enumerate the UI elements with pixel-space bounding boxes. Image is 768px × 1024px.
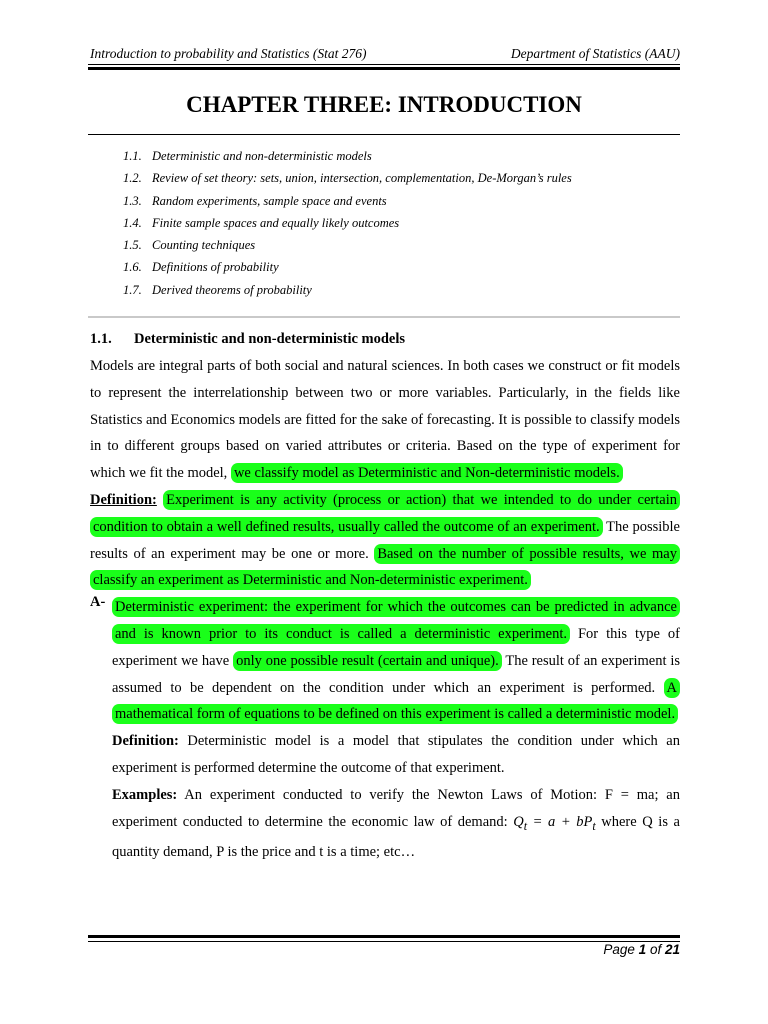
toc-item <box>123 212 572 234</box>
toc-item <box>123 256 572 278</box>
item-label: A- <box>90 594 106 611</box>
toc-text: Finite sample spaces and equally likely outcomes <box>152 215 400 230</box>
definition-label: Definition: <box>90 491 157 508</box>
intro-paragraph <box>90 353 680 487</box>
definition-experiment <box>90 487 680 594</box>
highlight: we classify model as Deterministic and Non-deterministic models. <box>231 463 623 483</box>
eq-subscript: t <box>523 818 528 833</box>
section-number: 1.1. <box>90 331 112 347</box>
eq-q: Q <box>513 813 524 830</box>
intro-text: Models are integral parts of both social and natural sciences. In both cases we construct or fit models to represent the interrelationship between two or more variables. Particularly, in the fields like Statistics and Economics models are fitted for the sake of forecasting. It is possible to classify models in to different groups based on varied attributes or criteria. Based on the type of experiment for which we fit the model, <box>90 358 680 482</box>
toc-text: Review of set theory: sets, union, intersection, complementation, De-Morgan’s rules <box>152 171 572 186</box>
item-text: For this type of experiment we have <box>112 625 680 669</box>
table-of-contents <box>123 145 572 301</box>
toc-number: 1.2. <box>123 171 142 186</box>
header-rule-thin <box>88 64 680 65</box>
chapter-title: CHAPTER THREE: INTRODUCTION <box>186 92 582 117</box>
highlight: Based on the number of possible results, we may classify an experiment as Deterministic and Non-deterministic experiment. <box>90 544 680 591</box>
highlight: Experiment is any activity (process or action) that we intended to do under certain condition to obtain a well defined results, usually called the outcome of an experiment. <box>90 490 680 537</box>
item-body <box>112 594 680 728</box>
page-word: Page <box>603 942 635 957</box>
running-header <box>90 46 680 62</box>
toc-item <box>123 145 572 167</box>
definition-text: The possible results of an experiment may be one or more. <box>90 518 680 562</box>
toc-divider <box>88 316 680 318</box>
definition-deterministic-model <box>112 728 680 782</box>
toc-item <box>123 190 572 212</box>
toc-item <box>123 234 572 256</box>
footer-rule-thin <box>88 941 680 942</box>
header-department: Department of Statistics (AAU) <box>510 46 680 61</box>
current-page: 1 <box>638 942 647 957</box>
examples-text: where Q is a quantity demand, P is the price and t is a time; etc… <box>112 813 680 861</box>
toc-text: Derived theorems of probability <box>152 282 312 297</box>
toc-item <box>123 279 572 301</box>
header-rule-thick <box>88 67 680 70</box>
highlight: A mathematical form of equations to be defined on this experiment is called a deterministic model. <box>112 678 680 725</box>
highlight: only one possible result (certain and unique). <box>233 651 502 671</box>
toc-text: Counting techniques <box>152 238 256 253</box>
toc-number: 1.7. <box>123 282 142 297</box>
total-pages: 21 <box>664 942 680 957</box>
toc-text: Random experiments, sample space and events <box>152 193 387 208</box>
toc-number: 1.1. <box>123 149 142 163</box>
definition-label: Definition: <box>112 733 179 750</box>
toc-text: Definitions of probability <box>152 260 279 275</box>
footer-rule-thick <box>88 935 680 938</box>
item-text: The result of an experiment is assumed to be dependent on the condition under which an experiment is performed. <box>112 652 680 696</box>
eq-rhs: = a + bP <box>527 813 593 830</box>
eq-subscript: t <box>592 818 596 833</box>
of-word: of <box>649 942 662 957</box>
examples-label: Examples: <box>112 786 178 803</box>
toc-item <box>123 167 572 189</box>
page-number <box>603 942 680 957</box>
examples-text: An experiment conducted to verify the Newton Laws of Motion: F = ma; an experiment conducted to determine the economic law of demand: <box>112 786 680 830</box>
chapter-rule <box>88 134 680 135</box>
toc-number: 1.3. <box>123 193 142 208</box>
highlight: Deterministic experiment: the experiment for which the outcomes can be predicted in advance and is known prior to its conduct is called a deterministic experiment. <box>112 597 680 644</box>
toc-number: 1.6. <box>123 260 142 275</box>
toc-number: 1.4. <box>123 215 142 230</box>
examples-paragraph <box>112 782 680 866</box>
item-deterministic <box>90 594 680 728</box>
section-title: Deterministic and non-deterministic models <box>134 331 406 347</box>
header-course: Introduction to probability and Statistics (Stat 276) <box>90 46 367 61</box>
toc-text: Deterministic and non-deterministic models <box>152 149 372 163</box>
document-body <box>90 325 680 866</box>
demand-equation <box>513 813 596 833</box>
section-heading <box>90 325 680 353</box>
toc-number: 1.5. <box>123 238 142 253</box>
definition-text: Deterministic model is a model that stipulates the condition under which an experiment is performed determine the outcome of that experiment. <box>112 733 680 776</box>
